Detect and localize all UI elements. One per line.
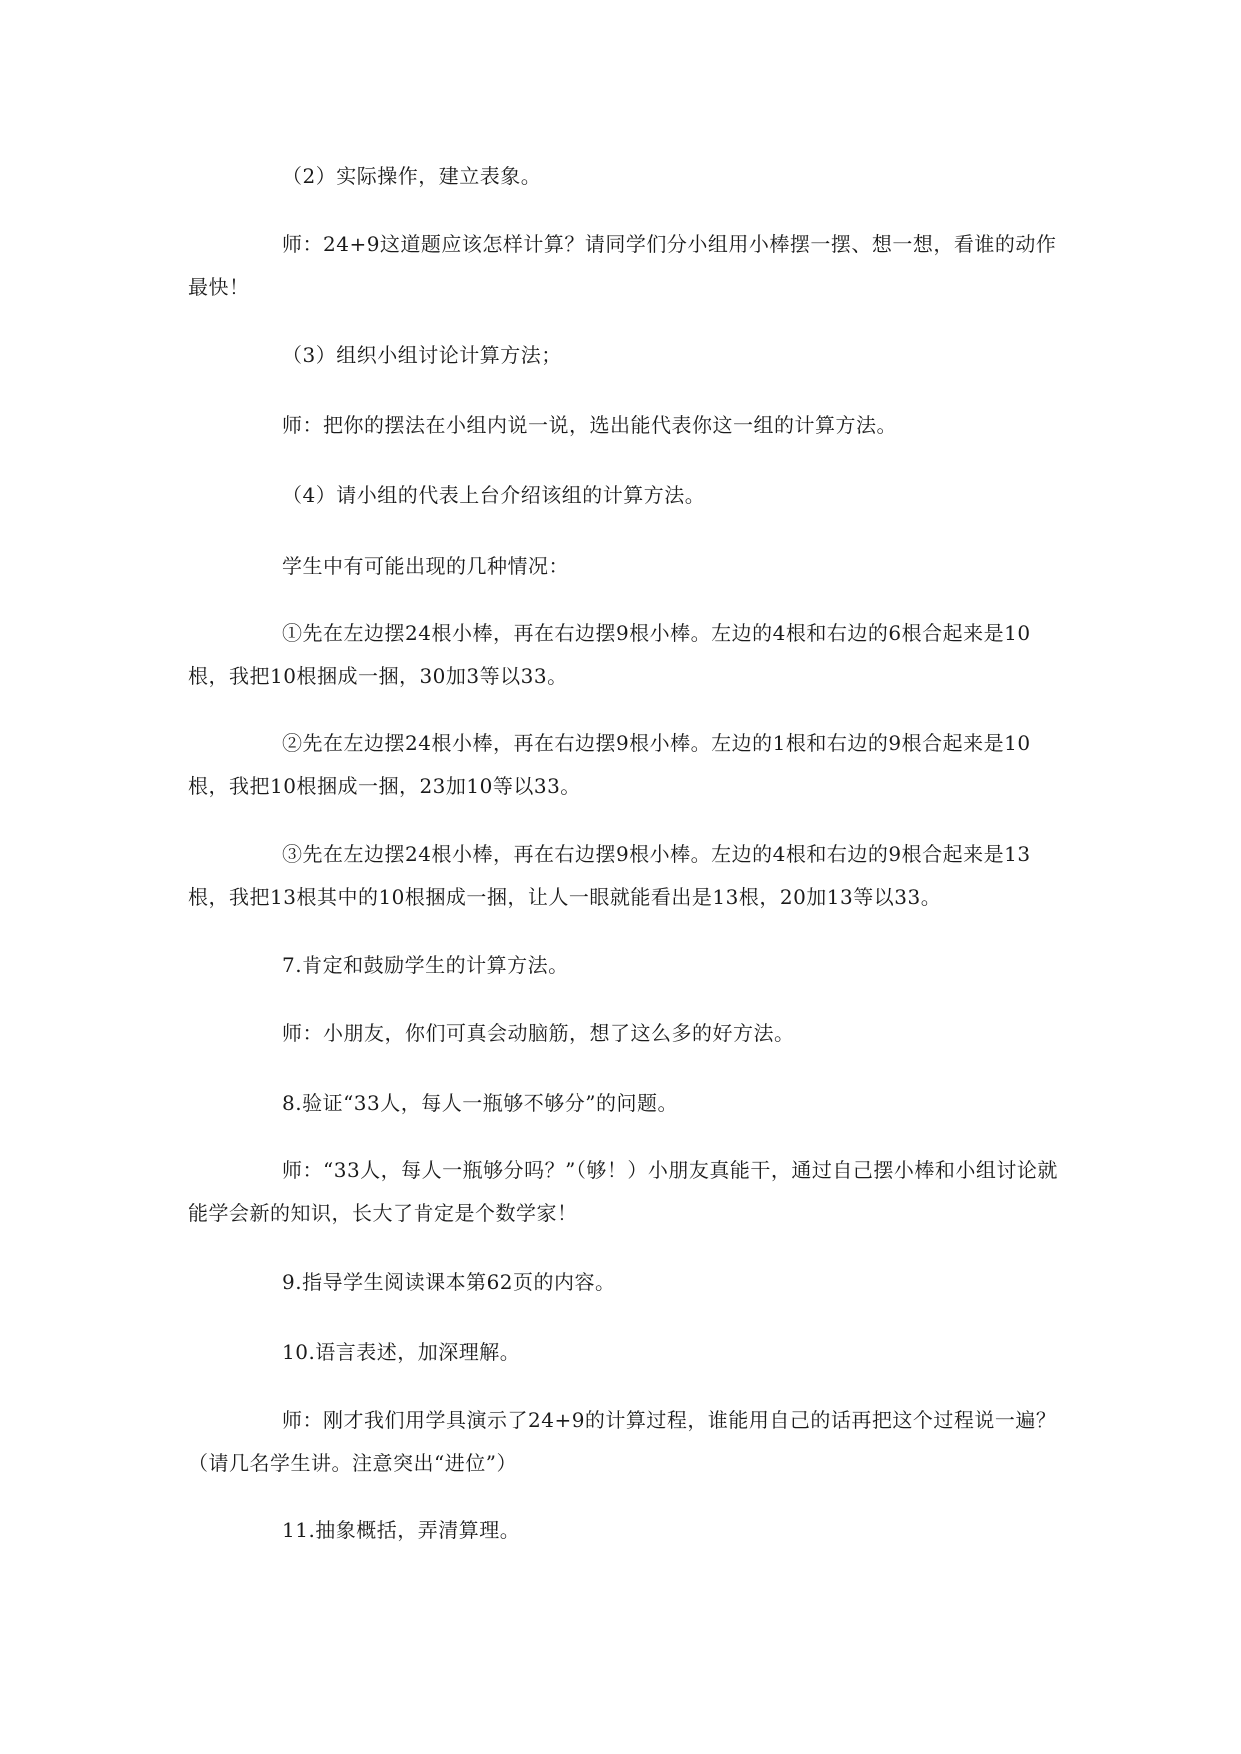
paragraph-step-9: 9.指导学生阅读课本第62页的内容。 [282,1270,616,1294]
paragraph-teacher-prompt-2: 师：把你的摆法在小组内说一说，选出能代表你这一组的计算方法。 [282,413,897,437]
paragraph-teacher-praise: 师：小朋友，你们可真会动脑筋，想了这么多的好方法。 [282,1021,795,1045]
paragraph-step-8: 8.验证“33人，每人一瓶够不够分”的问题。 [282,1091,678,1115]
paragraph-step-2: （2）实际操作，建立表象。 [282,164,542,188]
paragraph-teacher-prompt-1: 师：24+9这道题应该怎样计算？请同学们分小组用小棒摆一摆、想一想，看谁的动作最快！ [188,232,1057,299]
paragraph-step-11: 11.抽象概括，弄清算理。 [282,1518,521,1542]
paragraph-situation-2: ②先在左边摆24根小棒，再在右边摆9根小棒。左边的1根和右边的9根合起来是10根，我把10根捆成一捆，23加10等以33。 [188,731,1031,798]
paragraph-step-10: 10.语言表述，加深理解。 [282,1340,521,1364]
paragraph-step-7: 7.肯定和鼓励学生的计算方法。 [282,953,569,977]
paragraph-situation-3: ③先在左边摆24根小棒，再在右边摆9根小棒。左边的4根和右边的9根合起来是13根，我把13根其中的10根捆成一捆，让人一眼就能看出是13根，20加13等以33。 [188,842,1031,909]
paragraph-situations-intro: 学生中有可能出现的几种情况： [282,554,569,578]
paragraph-teacher-verify: 师：“33人，每人一瓶够分吗？”（够！）小朋友真能干，通过自己摆小棒和小组讨论就能学会新的知识，长大了肯定是个数学家！ [188,1158,1058,1225]
paragraph-situation-1: ①先在左边摆24根小棒，再在右边摆9根小棒。左边的4根和右边的6根合起来是10根，我把10根捆成一捆，30加3等以33。 [188,621,1031,688]
paragraph-step-3: （3）组织小组讨论计算方法； [282,343,562,367]
paragraph-step-4: （4）请小组的代表上台介绍该组的计算方法。 [282,483,706,507]
paragraph-teacher-demo: 师：刚才我们用学具演示了24+9的计算过程，谁能用自己的话再把这个过程说一遍？（请几名学生讲。注意突出“进位”） [188,1408,1057,1475]
